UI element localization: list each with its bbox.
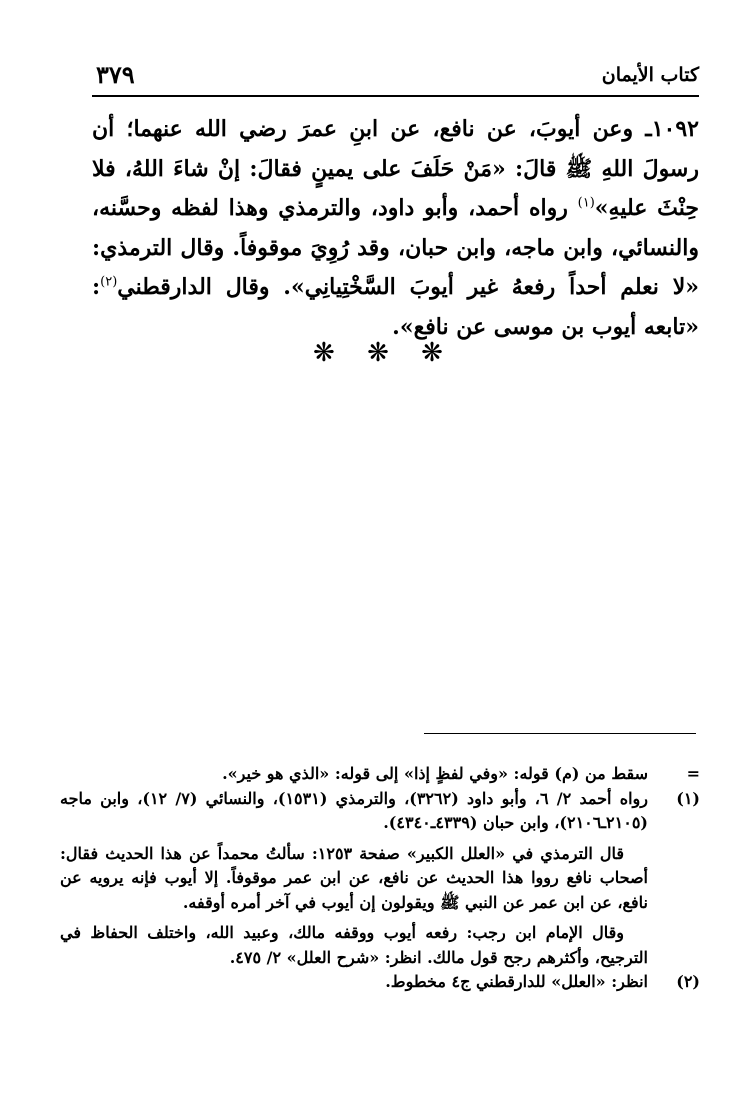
footnote-ref-1[interactable]: (١) [577,195,595,211]
footnote-1-tirmidhi-note [60,842,700,916]
footnote-text: قال الترمذي في «العلل الكبير» صفحة ١٢٥٣: سألتُ محمداً عن هذا الحديث فقال: أصحاب نافع رووا هذا الحديث عن نافع، عن ابن عمر موقوفاً. إلا أيوب فإنه يرويه عن نافع، عن ابن عمر عن النبي ﷺ ويقولون إن أيوب في آخر أمره أوقفه. [60,843,649,912]
star-ornament-icon: ❋ [421,338,443,368]
footnote-text: رواه أحمد ٢/ ٦، وأبو داود (٣٢٦٢)، والترمذي (١٥٣١)، والنسائي (٧/ ١٢)، وابن ماجه (٢١٠٥ـ٢١٠٦)، وابن حبان (٤٣٣٩ـ٤٣٤٠). [60,788,649,832]
chapter-title: كتاب الأيمان [601,64,699,86]
section-separator [0,338,756,368]
footnote-continuation [60,762,700,787]
hadith-text-part-2: رواه أحمد، وأبو داود، والترمذي وهذا لفظه وحسَّنه، والنسائي، وابن ماجه، وابن حبان، وقد رُوِيَ موقوفاً. وقال الترمذي: «لا نعلم أحداً رفعهُ غير أيوبَ السَّخْتِيانِي». وقال الدارقطني [92,195,699,300]
footnote-1 [60,787,700,836]
footnote-text: انظر: «العلل» للدارقطني ج٤ مخطوط. [385,972,648,991]
hadith-text [92,110,699,347]
footnote-marker: (٢) [676,972,700,991]
footnote-text: وقال الإمام ابن رجب: رفعه أيوب ووقفه مالك، وعبيد الله، واختلف الحفاظ في الترجيح، وأكثرهم رجح قول مالك. انظر: «شرح العلل» ٢/ ٤٧٥. [60,923,648,967]
footnote-marker: (١) [676,788,700,808]
page-number: ٣٧٩ [96,60,135,89]
footnote-1-ibn-rajab-note [60,921,700,970]
star-ornament-icon: ❋ [367,338,389,368]
hadith-text-part-3: : «تابعه أيوب بن موسى عن نافع». [92,274,699,340]
page-header [92,58,699,94]
star-ornament-icon: ❋ [313,338,335,368]
footnotes [60,762,700,995]
footnote-ref-2[interactable]: (٢) [100,274,118,290]
hadith-text-part-1: ١٠٩٢ـ وعن أيوبَ، عن نافع، عن ابنِ عمرَ رضي الله عنهما؛ أن رسولَ اللهِ ﷺ قالَ: «مَنْ حَلَفَ على يمينٍ فقالَ: إنْ شاءَ اللهُ، فلا حِنْثَ عليهِ» [92,116,700,221]
header-rule [92,95,699,97]
footnote-2 [60,970,700,995]
footnote-rule [424,733,696,734]
footnote-text: سقط من (م) قوله: «وفي لفظٍ إذا» إلى قوله: «الذي هو خير». [222,764,648,783]
footnote-marker: = [686,764,700,783]
